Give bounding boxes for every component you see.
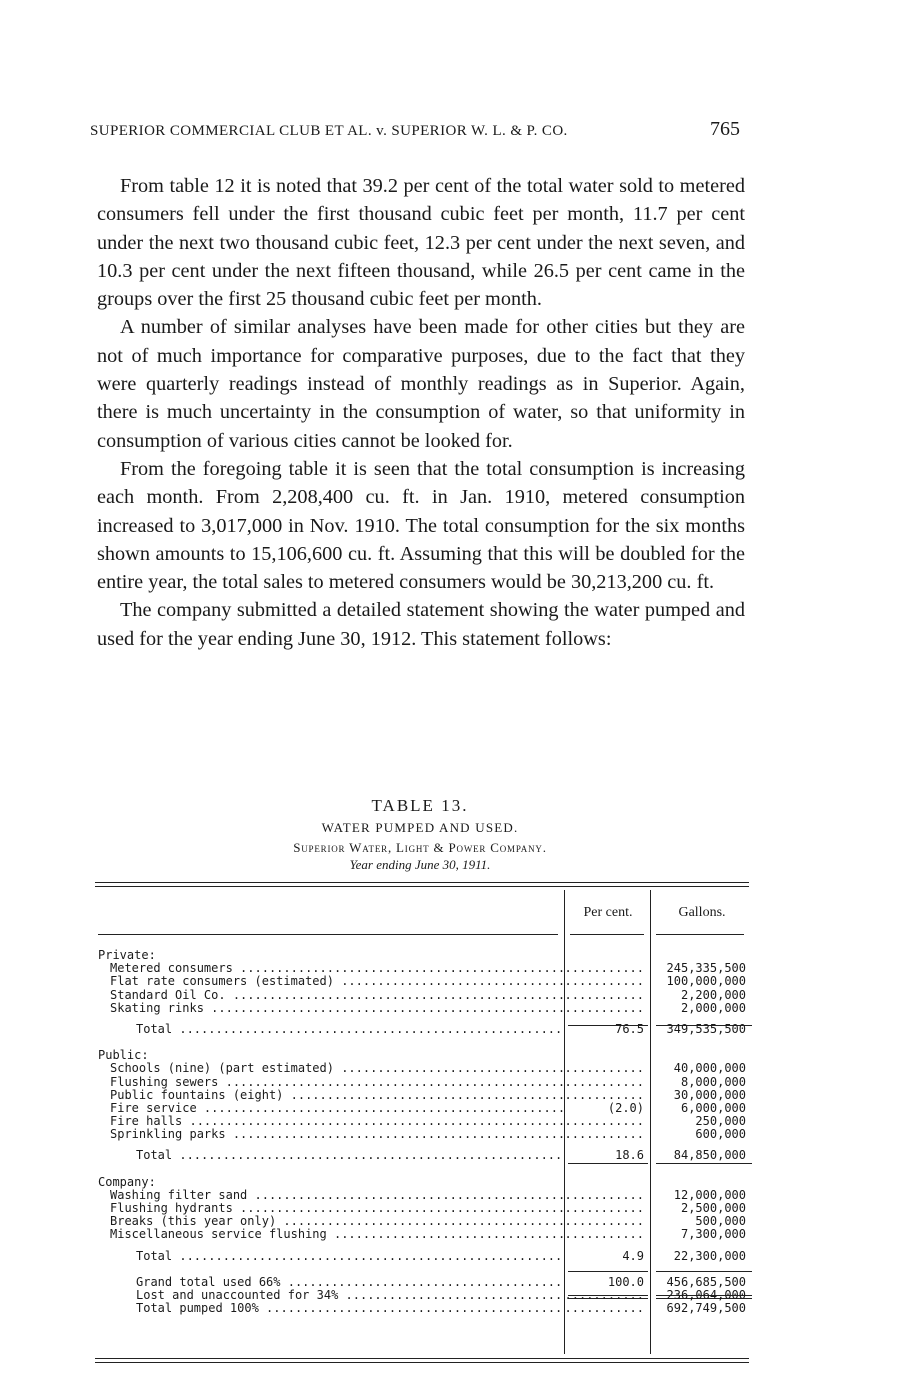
column-header-percent: Per cent. [583,905,633,920]
table-row: Flushing hydrants ..... ........... 2,500,000 [98,1202,753,1215]
table-bottom-rule [95,1362,749,1363]
paragraph: The company submitted a detailed statement showing the water pumped and used for the year ending June 30, 1912. This statement follows: [97,599,745,650]
table-row: Sprinkling parks ..... ........... 600,000 [98,1128,753,1141]
column-header-gallons: Gallons. [678,905,726,920]
paragraph: From table 12 it is noted that 39.2 per cent of the total water sold to metered consumers fell under the first thousand cubic feet per month, 11.7 per cent under the next two thousand cubic feet, 12.3 per cent under the next seven, and 10.3 per cent under the next fifteen thousand, while 26.5 per cent came in the groups over the first 25 thousand cubic feet per month. [97,175,745,311]
paragraph: From the foregoing table it is seen that the total consumption is increasing each month. From 2,208,400 cu. ft. in Jan. 1910, metered consumption increased to 3,017,000 in Nov. 1910. The total consumption for the six months shown amounts to 15,106,600 cu. ft. Assuming that this will be doubled for the entire year, the total sales to metered consumers would be 30,213,200 cu. ft. [97,457,745,594]
group-heading-company: Company: [98,1175,156,1189]
header-rule [98,934,558,935]
running-header [90,118,740,141]
running-title: SUPERIOR COMMERCIAL CLUB ET AL. v. SUPERIOR W. L. & P. CO. [90,123,568,139]
table-period: Year ending June 30, 1911. [349,857,491,872]
lost-unaccounted-row: Lost and unaccounted for 34% ..... ........... 236,064,000 [98,1289,753,1302]
table-top-rule [95,882,749,883]
header-rule [656,934,744,935]
page-number: 765 [710,118,740,140]
paragraph: A number of similar analyses have been made for other cities but they are not of much importance for comparative purposes, due to the fact that they were quarterly readings instead of monthly readings as in Superior. Again, there is much uncertainty in the consumption of water, so that uniformity in consumption of various cities cannot be looked for. [97,316,745,452]
group-heading-private: Private: [98,949,156,962]
table-company: Superior Water, Light & Power Company. [293,840,547,855]
table-row: Breaks (this year only) ..... ........... 500,000 [98,1215,753,1228]
table-row: Metered consumers ..... ........... 245,335,500 [98,962,753,975]
company-total-row: Total ..... 4.9 22,300,000 [98,1250,753,1263]
total-pumped-row: Total pumped 100% ..... ........... 692,749,500 [98,1302,753,1315]
water-table [98,949,753,1315]
body-text [97,172,745,653]
table-row: Public fountains (eight) ..... ........... 30,000,000 [98,1089,753,1102]
table-number: TABLE 13. [371,796,469,815]
table-row: Fire service ..... (2.0) 6,000,000 [98,1102,753,1115]
header-rule [570,934,644,935]
table-row: Miscellaneous service flushing ..... ........... 7,300,000 [98,1228,753,1241]
public-total-row: Total ..... 18.6 84,850,000 [98,1149,753,1162]
table-row: Fire halls ..... ........... 250,000 [98,1115,753,1128]
table-title: WATER PUMPED AND USED. [321,820,519,835]
table-row: Skating rinks ..... ........... 2,000,000 [98,1002,753,1015]
table-row: Flat rate consumers (estimated) ..... ........... 100,000,000 [98,975,753,988]
table-row: Schools (nine) (part estimated) ..... ........... 40,000,000 [98,1062,753,1075]
grand-total-row: Grand total used 66% ..... 100.0 456,685,500 [98,1276,753,1289]
table-row: Standard Oil Co. ..... ........... 2,200,000 [98,989,753,1002]
group-heading-public: Public: [98,1049,149,1063]
table-row: Washing filter sand ..... ........... 12,000,000 [98,1189,753,1202]
table-row: Flushing sewers ..... ........... 8,000,000 [98,1076,753,1089]
table-bottom-rule [95,1358,749,1359]
private-total-row: Total ..... 76.5 349,535,500 [98,1023,753,1036]
table-top-rule [95,886,749,887]
